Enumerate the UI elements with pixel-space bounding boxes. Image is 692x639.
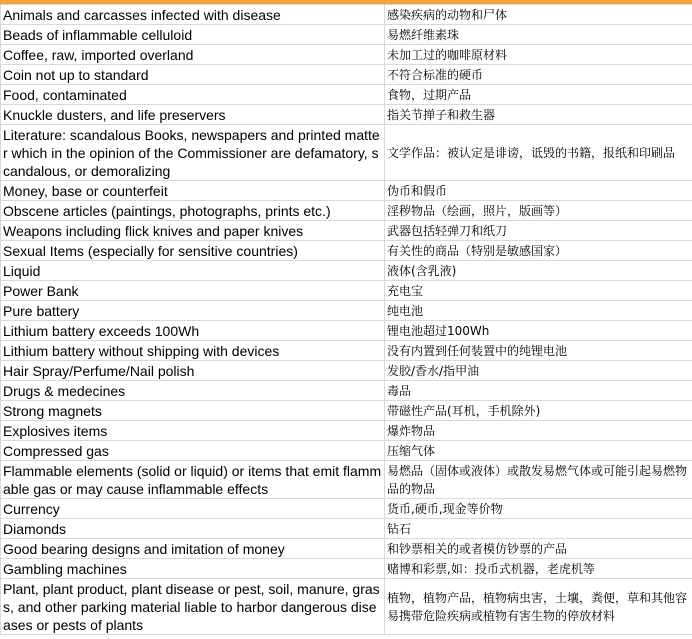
cell-chinese-item[interactable]: 感染疾病的动物和尸体 <box>385 5 692 25</box>
cell-chinese-item[interactable]: 伪币和假币 <box>385 181 692 201</box>
cell-chinese-item[interactable]: 指关节掸子和救生器 <box>385 105 692 125</box>
cell-english-item[interactable]: Diamonds <box>1 519 385 539</box>
cell-chinese-item[interactable]: 有关性的商品（特别是敏感国家） <box>385 241 692 261</box>
table-row <box>1 281 692 301</box>
table-row <box>1 241 692 261</box>
cell-english-item[interactable]: Coffee, raw, imported overland <box>1 45 385 65</box>
table-row <box>1 65 692 85</box>
cell-english-item[interactable]: Liquid <box>1 261 385 281</box>
cell-chinese-item[interactable]: 液体(含乳液) <box>385 261 692 281</box>
table-row <box>1 261 692 281</box>
cell-chinese-item[interactable]: 爆炸物品 <box>385 421 692 441</box>
cell-english-item[interactable]: Good bearing designs and imitation of money <box>1 539 385 559</box>
table-row <box>1 105 692 125</box>
table-row <box>1 321 692 341</box>
cell-chinese-item[interactable]: 货币,硬币,现金等价物 <box>385 499 692 519</box>
cell-chinese-item[interactable]: 压缩气体 <box>385 441 692 461</box>
cell-english-item[interactable]: Weapons including flick knives and paper knives <box>1 221 385 241</box>
table-row <box>1 301 692 321</box>
table-row <box>1 5 692 25</box>
table-row <box>1 381 692 401</box>
cell-chinese-item[interactable]: 武器包括轻弹刀和纸刀 <box>385 221 692 241</box>
cell-chinese-item[interactable]: 未加工过的咖啡原材料 <box>385 45 692 65</box>
cell-chinese-item[interactable]: 发胶/香水/指甲油 <box>385 361 692 381</box>
cell-chinese-item[interactable]: 文学作品：被认定是诽谤，诋毁的书籍，报纸和印刷品 <box>385 125 692 181</box>
cell-chinese-item[interactable]: 没有内置到任何装置中的纯锂电池 <box>385 341 692 361</box>
cell-english-item[interactable]: Gambling machines <box>1 559 385 579</box>
cell-chinese-item[interactable]: 和钞票相关的或者模仿钞票的产品 <box>385 539 692 559</box>
cell-english-item[interactable]: Currency <box>1 499 385 519</box>
cell-english-item[interactable]: Power Bank <box>1 281 385 301</box>
table-row <box>1 539 692 559</box>
cell-chinese-item[interactable]: 毒品 <box>385 381 692 401</box>
cell-chinese-item[interactable]: 带磁性产品(耳机，手机除外) <box>385 401 692 421</box>
table-row <box>1 559 692 579</box>
cell-english-item[interactable]: Strong magnets <box>1 401 385 421</box>
cell-chinese-item[interactable]: 锂电池超过100Wh <box>385 321 692 341</box>
table-row <box>1 201 692 221</box>
table-row <box>1 45 692 65</box>
cell-chinese-item[interactable]: 赌博和彩票,如：投币式机器，老虎机等 <box>385 559 692 579</box>
cell-english-item[interactable]: Plant, plant product, plant disease or pest, soil, manure, grass, and other parking material liable to harbor dangerous diseases or pests of plants <box>1 579 385 635</box>
cell-chinese-item[interactable]: 易燃品（固体或液体）或散发易燃气体或可能引起易燃物品的物品 <box>385 461 692 499</box>
cell-english-item[interactable]: Food, contaminated <box>1 85 385 105</box>
cell-english-item[interactable]: Hair Spray/Perfume/Nail polish <box>1 361 385 381</box>
cell-chinese-item[interactable]: 食物，过期产品 <box>385 85 692 105</box>
cell-english-item[interactable]: Flammable elements (solid or liquid) or items that emit flammable gas or may cause inflammable effects <box>1 461 385 499</box>
cell-english-item[interactable]: Obscene articles (paintings, photographs, prints etc.) <box>1 201 385 221</box>
table-row <box>1 25 692 45</box>
cell-english-item[interactable]: Money, base or counterfeit <box>1 181 385 201</box>
table-row <box>1 341 692 361</box>
cell-english-item[interactable]: Coin not up to standard <box>1 65 385 85</box>
cell-english-item[interactable]: Knuckle dusters, and life preservers <box>1 105 385 125</box>
cell-chinese-item[interactable]: 纯电池 <box>385 301 692 321</box>
cell-chinese-item[interactable]: 植物，植物产品，植物病虫害，土壤，粪便，草和其他容易携带危险疾病或植物有害生物的停放材料 <box>385 579 692 635</box>
cell-english-item[interactable]: Pure battery <box>1 301 385 321</box>
table-row <box>1 519 692 539</box>
cell-english-item[interactable]: Lithium battery without shipping with devices <box>1 341 385 361</box>
table-row <box>1 499 692 519</box>
cell-chinese-item[interactable]: 充电宝 <box>385 281 692 301</box>
table-body <box>1 5 692 635</box>
cell-english-item[interactable]: Lithium battery exceeds 100Wh <box>1 321 385 341</box>
cell-chinese-item[interactable]: 不符合标准的硬币 <box>385 65 692 85</box>
table-row <box>1 125 692 181</box>
prohibited-items-table <box>0 4 692 635</box>
table-row <box>1 579 692 635</box>
table-row <box>1 181 692 201</box>
table-row <box>1 85 692 105</box>
cell-english-item[interactable]: Animals and carcasses infected with disease <box>1 5 385 25</box>
cell-english-item[interactable]: Literature: scandalous Books, newspapers and printed matter which in the opinion of the Commissioner are defamatory, scandalous, or demoralizing <box>1 125 385 181</box>
cell-english-item[interactable]: Beads of inflammable celluloid <box>1 25 385 45</box>
table-row <box>1 361 692 381</box>
table-row <box>1 401 692 421</box>
cell-english-item[interactable]: Sexual Items (especially for sensitive countries) <box>1 241 385 261</box>
cell-chinese-item[interactable]: 易燃纤维素珠 <box>385 25 692 45</box>
cell-chinese-item[interactable]: 钻石 <box>385 519 692 539</box>
table-row <box>1 221 692 241</box>
cell-english-item[interactable]: Explosives items <box>1 421 385 441</box>
table-row <box>1 441 692 461</box>
table-row <box>1 461 692 499</box>
cell-english-item[interactable]: Compressed gas <box>1 441 385 461</box>
table-row <box>1 421 692 441</box>
cell-chinese-item[interactable]: 淫秽物品（绘画，照片，版画等） <box>385 201 692 221</box>
cell-english-item[interactable]: Drugs & medecines <box>1 381 385 401</box>
